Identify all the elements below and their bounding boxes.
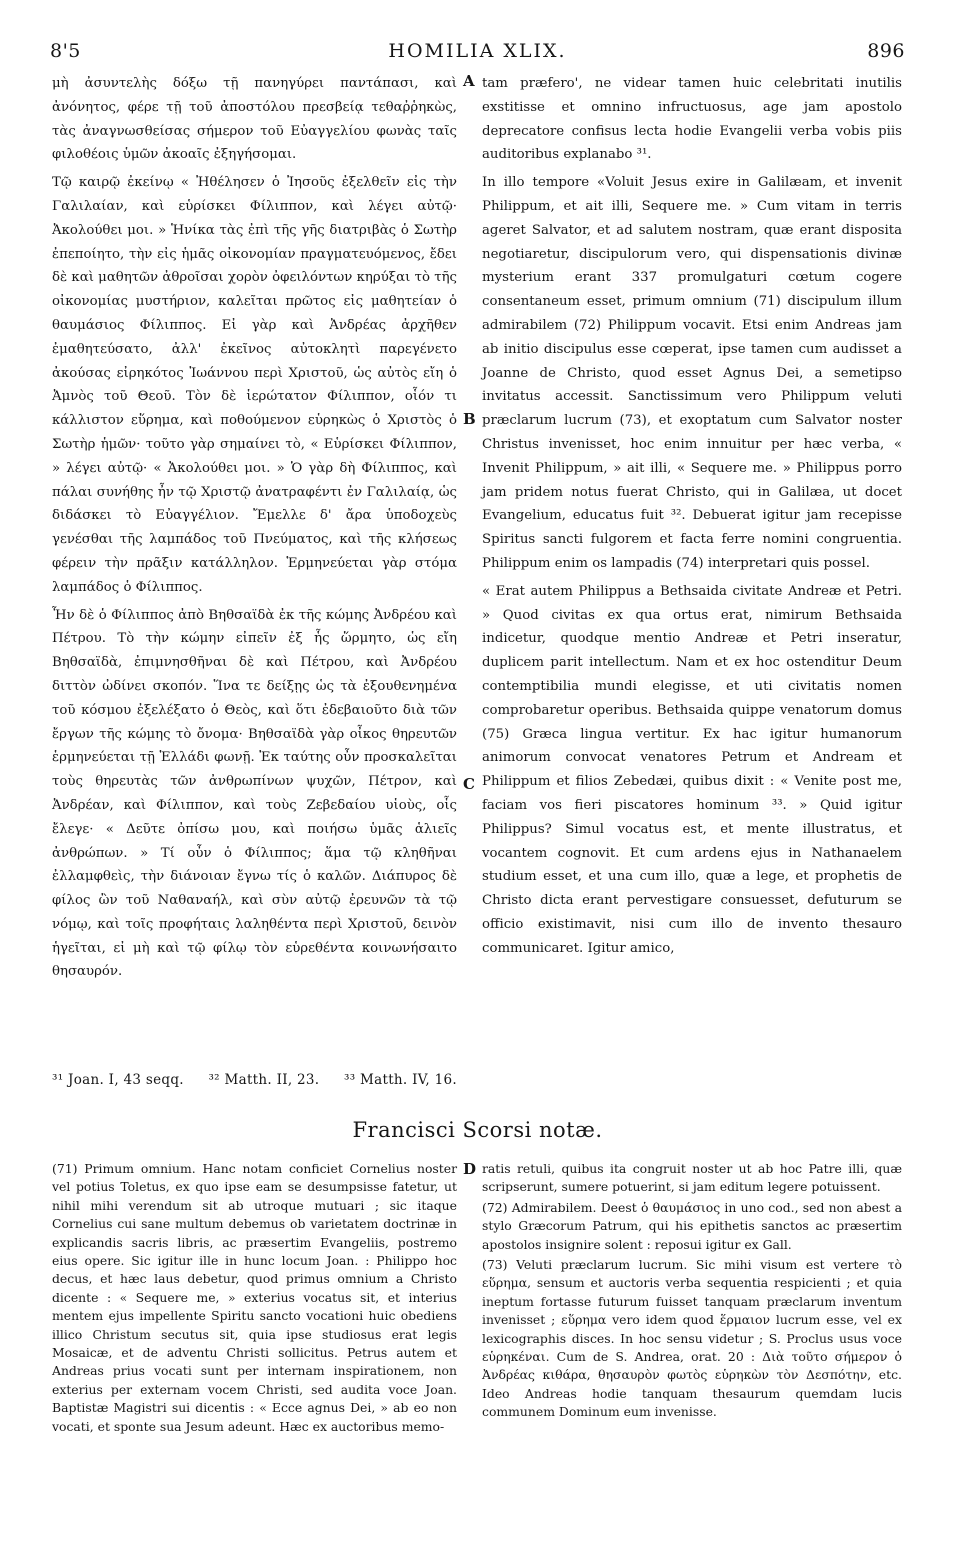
greek-text-column: [52, 72, 457, 984]
note-paragraph: ratis retuli, quibus ita congruit noster ut ab hoc Patre illi, quæ scripserunt, sumere potuerint, si jam editum legere potuissent.: [482, 1161, 902, 1195]
page-header: [50, 40, 905, 70]
footnote: ³¹ Joan. I, 43 seqq.: [52, 1072, 184, 1088]
footnote: ³² Matth. II, 23.: [208, 1072, 320, 1088]
latin-paragraph: In illo tempore «Voluit Jesus exire in Galilæam, et invenit Philippum, et ait illi, Sequere me. » Cum vitam in terris ageret Salvator, et ad salutem nostram, quæ erant disposita negotiaretur, discipulorum vero, qui dispensationis divinæ mysterium erant 337 promulgaturi cœtum cogere consentaneum esset, primum omnium (71) discipulum illum admirabilem (72) Philippum vocavit. Etsi enim Andreas jam ab initio discipulus esse cœperat, ipse tamen cum audisset a Joanne de Christo, quod esset Agnus Dei, a semetipso invitatus accessit. Sanctissimum vero Philippum veluti præclarum lucrum (73), et exoptatum cum Salvator noster Christus invenisset, hoc enim innuitur per hæc verba, « Invenit Philippum, » ait illi, « Sequere me. » Philippus porro jam pridem notus fuerat Christo, qui in Galilæa, ut docet Evangelium, educatus fuit ³². Debuerat igitur jam recepisse Spiritus sancti fulgorem et facta ferre nomini congruentia. Philippum enim os lampadis (74) interpretari quis possel.: [482, 175, 902, 571]
latin-paragraph: tam præfero', ne videar tamen huic celebritati inutilis exstitisse et omnino infructuosus, age jam apostolo deprecatore confisus lecta hodie Evangelii verba vobis piis auditoribus explanabo ³¹.: [482, 76, 902, 163]
greek-paragraph: Ἦν δὲ ὁ Φίλιππος ἀπὸ Βηθσαϊδὰ ἐκ τῆς κώμης Ἀνδρέου καὶ Πέτρου. Τὸ τὴν κώμην εἰπεῖν ἐξ ἧς ὥρμητο, ὡς εἴη Βηθσαϊδὰ, ἐπιμνησθῆναι δὲ καὶ Πέτρου, καὶ Ἀνδρέου διττὸν ὠδίνει σκοπόν. Ἵνα τε δείξῃς ὡς τὰ ἐξουθενημένα τοῦ κόσμου ἐξελέξατο ὁ Θεὸς, καὶ ὅτι ἐδεβαιοῦτο διὰ τῶν ἔργων τῆς κώμης τὸ ὄνομα· Βηθσαϊδὰ γὰρ οἶκος θηρευτῶν ἑρμηνεύεται τῇ Ἑλλάδι φωνῇ. Ἐκ ταύτης οὖν προσκαλεῖται τοὺς θηρευτὰς τῶν ἀνθρωπίνων ψυχῶν, Πέτρον, καὶ Ἀνδρέαν, καὶ Φίλιππον, καὶ τοὺς Ζεβεδαίου υἱοὺς, οἷς ἔλεγε· « Δεῦτε ὀπίσω μου, καὶ ποιήσω ὑμᾶς ἁλιεῖς ἀνθρώπων. » Τί οὖν ὁ Φίλιππος; ἅμα τῷ κληθῆναι ἐλλαμφθεὶς, τὴν διάνοιαν ἔγνω τίς ὁ καλῶν. Διάπυρος δὲ φίλος ὢν τοῦ Ναθαναήλ, καὶ σὺν αὐτῷ ἐρευνῶν τὰ τῷ νόμῳ, καὶ τοῖς προφήταις λαληθέντα περὶ Χριστοῦ, δεινὸν ἡγεῖται, εἰ μὴ καὶ τῷ φίλῳ τὸν εὑρεθέντα κοινωνήσαιτο θησαυρόν.: [52, 607, 457, 980]
latin-paragraph: « Erat autem Philippus a Bethsaida civitate Andreæ et Petri. » Quod civitas ex qua ortus erat, nimirum Bethsaida indicetur, quodque mentio Andreæ et Petri inseratur, duplicem parit intellectum. Nam et ex hoc ostenditur Deum contemptibilia mundi elegisse, et uti civitatis nomen comprobaretur operibus. Bethsaida quippe venatorum domus (75) Græca lingua vertitur. Ex hac igitur humanorum animorum convocat venatores Petrum et Andream et Philippum et filios Zebedæi, quibus dixit : « Venite post me, faciam vos fieri piscatores hominum ³³. » Quid igitur Philippus? Simul vocatus est, et mente illustratus, et vocantem cognovit. Et cum ardens ejus in Nathanaelem studium esset, et una cum illo, quæ a lege, et prophetis de Christo dicta erant pervestigare consuesset, defuturum se officio existimavit, nisi cum illo de invento thesauro communicaret. Igitur amico,: [482, 583, 902, 956]
footnote: ³³ Matth. IV, 16.: [343, 1072, 457, 1088]
greek-paragraph: μὴ ἀσυντελὴς δόξω τῇ πανηγύρει παντάπασι, καὶ ἀνόνητος, φέρε τῇ τοῦ ἀποστόλου πρεσβείᾳ τεθαῤῥηκὼς, τὰς ἀναγνωσθείσας σήμερον τοῦ Εὐαγγελίου φωνὰς ταῖς φιλοθέοις ὑμῶν ἀκοαῖς ἐξηγήσομαι.: [52, 76, 457, 163]
section-marker-d: D: [463, 1160, 477, 1178]
notes-right-column: [482, 1160, 902, 1422]
note-paragraph: (72) Admirabilem. Deest ὁ θαυμάσιος in uno cod., sed non abest a stylo Græcorum Patrum, qui his epithetis sanctos ac præsertim apostolos insignire solent : reposui igitur ex Gall.: [482, 1199, 902, 1252]
section-marker-c: C: [463, 775, 475, 793]
notes-left-column: [52, 1160, 457, 1436]
note-paragraph: (71) Primum omnium. Hanc notam conficiet Cornelius noster vel potius Toletus, ex quo ipse eam se desumpsisse fatetur, ut nihil mihi verendum sit ab utroque mutuari ; sic itaque Cornelius cui sane multum debemus ob varietatem doctrinæ in explicandis sacris libris, ac præsertim Evangeliis, postremo eius opere. Sic igitur ille in hunc locum Joan. : Philippo hoc decus, et hæc laus debetur, quod primus omnium a Christo dicente : « Sequere me, » exterius vocatus sit, et interius mentem ejus impellente Spiritu sancto vocationi huic obediens illico Christum secutus sit, quia ipse studiosus erat legis Mosaicæ, et de adventu Christi sollicitus. Petrus autem et Andreas prius vocati sunt per internam inspirationem, non exterius per externam vocem Christi, sed audita voce Joan. Baptistæ Magistri sui dicentis : « Ecce agnus Dei, » ab eo non vocati, et sponte sua Jesum adeunt. Hæc ex auctoribus memo-: [52, 1161, 457, 1434]
footnotes: [52, 1072, 902, 1088]
left-page-number: 8'5: [50, 40, 81, 62]
greek-paragraph: Τῷ καιρῷ ἐκείνῳ « Ἠθέλησεν ὁ Ἰησοῦς ἐξελθεῖν εἰς τὴν Γαλιλαίαν, καὶ εὑρίσκει Φίλιππον, καὶ λέγει αὐτῷ· Ἀκολούθει μοι. » Ἡνίκα τὰς ἐπὶ τῆς γῆς διατριβὰς ὁ Σωτὴρ ἐπεποίητο, τὴν εἰς ἡμᾶς οἰκονομίαν πραγματευόμενος, ἔδει δὲ καὶ μαθητῶν ἀθροῖσαι χορὸν ὀφειλόντων κηρύξαι τὸ τῆς οἰκονομίας μυστήριον, καλεῖται πρῶτος εἰς μαθητείαν ὁ θαυμάσιος Φίλιππος. Εἰ γὰρ καὶ Ἀνδρέας ἀρχῆθεν ἐμαθητεύσατο, ἀλλ' ἐκεῖνος αὐτοκλητὶ παρεγένετο ἀκούσας εἰρηκότος Ἰωάννου περὶ Χριστοῦ, ὡς αὐτὸς εἴη ὁ Ἀμνὸς τοῦ Θεοῦ. Τὸν δὲ ἱερώτατον Φίλιππον, οἷόν τι κάλλιστον εὕρημα, καὶ ποθούμενον εὑρηκὼς ὁ Χριστὸς ὁ Σωτὴρ ἡμῶν· τοῦτο γὰρ σημαίνει τὸ, « Εὑρίσκει Φίλιππον, » λέγει αὐτῷ· « Ἀκολούθει μοι. » Ὁ γὰρ δὴ Φίλιππος, καὶ πάλαι συνήθης ἦν τῷ Χριστῷ ἀνατραφέντι ἐν Γαλιλαίᾳ, ὡς διδάσκει τὸ Εὐαγγέλιον. Ἔμελλε δ' ἄρα ὑποδοχεὺς γενέσθαι τῆς λαμπάδος τοῦ Πνεύματος, καὶ τῆς κλήσεως φέρειν τὴν πρᾶξιν κατάλληλον. Ἑρμηνεύεται γὰρ στόμα λαμπάδος ὁ Φίλιππος.: [52, 175, 457, 595]
latin-text-column: [482, 72, 902, 960]
running-title: HOMILIA XLIX.: [388, 40, 567, 62]
section-marker-b: B: [463, 410, 476, 428]
section-marker-a: A: [463, 72, 475, 90]
right-page-number: 896: [867, 40, 905, 62]
notes-heading: Francisci Scorsi notæ.: [352, 1118, 603, 1142]
note-paragraph: (73) Veluti præclarum lucrum. Sic mihi visum est vertere τὸ εὕρημα, sensum et auctoris verba sequentia respicienti ; et quia ineptum fortasse futurum fuisset tanquam præclarum inventum invenisset ; εὕρημα vero idem quod ἕρμαιον lucrum esse, vel ex lexicographis disces. In hoc sensu videtur ; S. Proclus usus voce εὑρηκέναι. Cum de S. Andrea, orat. 20 : Διὰ τοῦτο σήμερον ὁ Ἀνδρέας κιθάρα, θησαυρὸν φωτὸς εὑρηκὼν τὸν Δεσπότην, etc. Ideo Andreas hodie tanquam thesaurum quemdam lucis communem Dominum eum invenisse.: [482, 1257, 902, 1420]
